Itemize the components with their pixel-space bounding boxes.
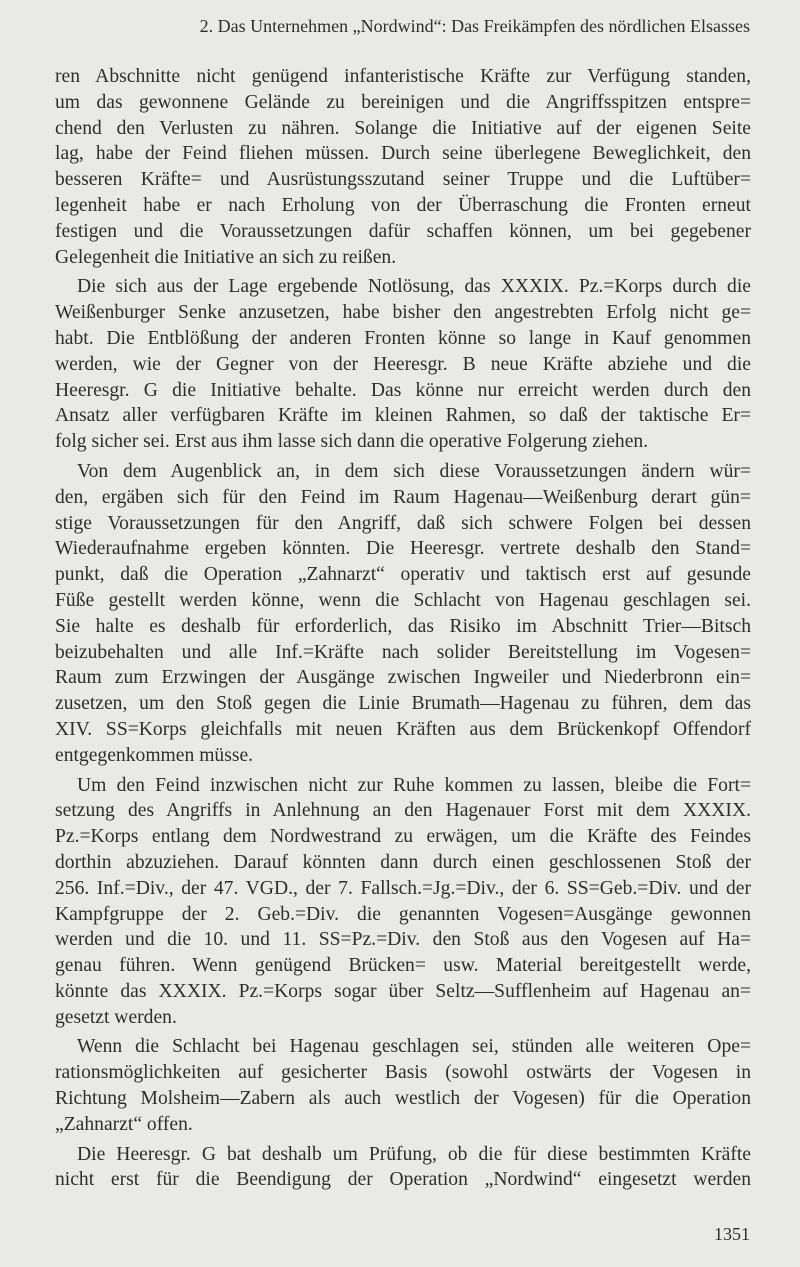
paragraph xyxy=(55,1034,751,1137)
text-line: beizubehalten und alle Inf.=Kräfte nach solider Bereitstellung im Vogesen= xyxy=(55,641,751,663)
paragraph xyxy=(55,1142,751,1194)
text-line: Richtung Molsheim—Zabern als auch westlich der Vogesen) für die Operation xyxy=(55,1088,751,1110)
text-line: Wenn die Schlacht bei Hagenau geschlagen sei, stünden alle weiteren Ope= xyxy=(77,1036,751,1058)
text-line: Füße gestellt werden könne, wenn die Schlacht von Hagenau geschlagen sei. xyxy=(55,589,751,611)
paragraph xyxy=(55,459,751,769)
text-line: dorthin abzuziehen. Darauf könnten dann durch einen geschlossenen Stoß der xyxy=(55,851,751,873)
text-line: entgegenkommen müsse. xyxy=(55,744,254,766)
text-line: rationsmöglichkeiten auf gesicherter Basis (sowohl ostwärts der Vogesen in xyxy=(55,1062,751,1084)
paragraph xyxy=(55,274,751,455)
text-line: Weißenburger Senke anzusetzen, habe bisher den angestrebten Erfolg nicht ge= xyxy=(55,302,751,324)
body-text xyxy=(55,64,751,1197)
text-line: stige Voraussetzungen für den Angriff, daß sich schwere Folgen bei dessen xyxy=(55,512,751,534)
text-line: werden und die 10. und 11. SS=Pz.=Div. den Stoß aus den Vogesen auf Ha= xyxy=(55,929,751,951)
text-line: Ansatz aller verfügbaren Kräfte im kleinen Rahmen, so daß der taktische Er= xyxy=(55,405,751,427)
text-line: um das gewonnene Gelände zu bereinigen und die Angriffsspitzen entspre= xyxy=(55,91,751,113)
running-header: 2. Das Unternehmen „Nordwind“: Das Freikämpfen des nördlichen Elsasses xyxy=(199,16,750,36)
text-line: zusetzen, um den Stoß gegen die Linie Brumath—Hagenau zu führen, dem das xyxy=(55,693,751,715)
text-line: Wiederaufnahme ergeben könnten. Die Heeresgr. vertrete deshalb den Stand= xyxy=(55,538,751,560)
text-line: lag, habe der Feind fliehen müssen. Durch seine überlegene Beweglichkeit, den xyxy=(55,143,751,165)
text-line: punkt, daß die Operation „Zahnarzt“ operativ und taktisch erst auf gesunde xyxy=(55,564,751,586)
page-number: 1351 xyxy=(714,1224,750,1244)
text-line: Heeresgr. G die Initiative behalte. Das könne nur erreicht werden durch den xyxy=(55,379,751,401)
text-line: Von dem Augenblick an, in dem sich diese Voraussetzungen ändern wür= xyxy=(77,460,751,482)
text-line: 256. Inf.=Div., der 47. VGD., der 7. Fallsch.=Jg.=Div., der 6. SS=Geb.=Div. und der xyxy=(55,877,751,899)
text-line: habt. Die Entblößung der anderen Fronten könne so lange in Kauf genommen xyxy=(55,327,751,349)
text-line: den, ergäben sich für den Feind im Raum Hagenau—Weißenburg derart gün= xyxy=(55,486,751,508)
text-line: Kampfgruppe der 2. Geb.=Div. die genannten Vogesen=Ausgänge gewonnen xyxy=(55,903,751,925)
text-line: nicht erst für die Beendigung der Operation „Nordwind“ eingesetzt werden xyxy=(55,1169,751,1191)
text-line: ren Abschnitte nicht genügend infanteristische Kräfte zur Verfügung standen, xyxy=(55,66,751,87)
text-line: XIV. SS=Korps gleichfalls mit neuen Kräften aus dem Brückenkopf Offendorf xyxy=(55,718,751,740)
text-line: werden, wie der Gegner von der Heeresgr. B neue Kräfte abziehe und die xyxy=(55,353,751,375)
text-line: Um den Feind inzwischen nicht zur Ruhe kommen zu lassen, bleibe die Fort= xyxy=(77,774,751,796)
text-line: gesetzt werden. xyxy=(55,1006,177,1028)
text-line: Pz.=Korps entlang dem Nordwestrand zu erwägen, um die Kräfte des Feindes xyxy=(55,826,751,848)
text-line: Raum zum Erzwingen der Ausgänge zwischen Ingweiler und Niederbronn ein= xyxy=(55,667,751,689)
text-line: „Zahnarzt“ offen. xyxy=(55,1113,193,1135)
text-line: Die sich aus der Lage ergebende Notlösung, das XXXIX. Pz.=Korps durch die xyxy=(77,276,751,298)
text-line: besseren Kräfte= und Ausrüstungsszutand seiner Truppe und die Luftüber= xyxy=(55,169,751,191)
text-line: könnte das XXXIX. Pz.=Korps sogar über Seltz—Sufflenheim auf Hagenau an= xyxy=(55,980,751,1002)
paragraph xyxy=(55,773,751,1031)
paragraph xyxy=(55,64,751,270)
text-line: Gelegenheit die Initiative an sich zu reißen. xyxy=(55,246,397,268)
text-line: chend den Verlusten zu nähren. Solange die Initiative auf der eigenen Seite xyxy=(55,117,751,139)
text-line: Die Heeresgr. G bat deshalb um Prüfung, ob die für diese bestimmten Kräfte xyxy=(77,1143,751,1165)
text-line: setzung des Angriffs in Anlehnung an den Hagenauer Forst mit dem XXXIX. xyxy=(55,800,751,822)
text-line: folg sicher sei. Erst aus ihm lasse sich dann die operative Folgerung ziehen. xyxy=(55,431,649,453)
text-line: Sie halte es deshalb für erforderlich, das Risiko im Abschnitt Trier—Bitsch xyxy=(55,615,751,637)
text-line: genau führen. Wenn genügend Brücken= usw. Material bereitgestellt werde, xyxy=(55,955,751,977)
text-line: legenheit habe er nach Erholung von der Überraschung die Fronten erneut xyxy=(55,194,751,216)
text-line: festigen und die Voraussetzungen dafür schaffen können, um bei gegebener xyxy=(55,220,751,242)
